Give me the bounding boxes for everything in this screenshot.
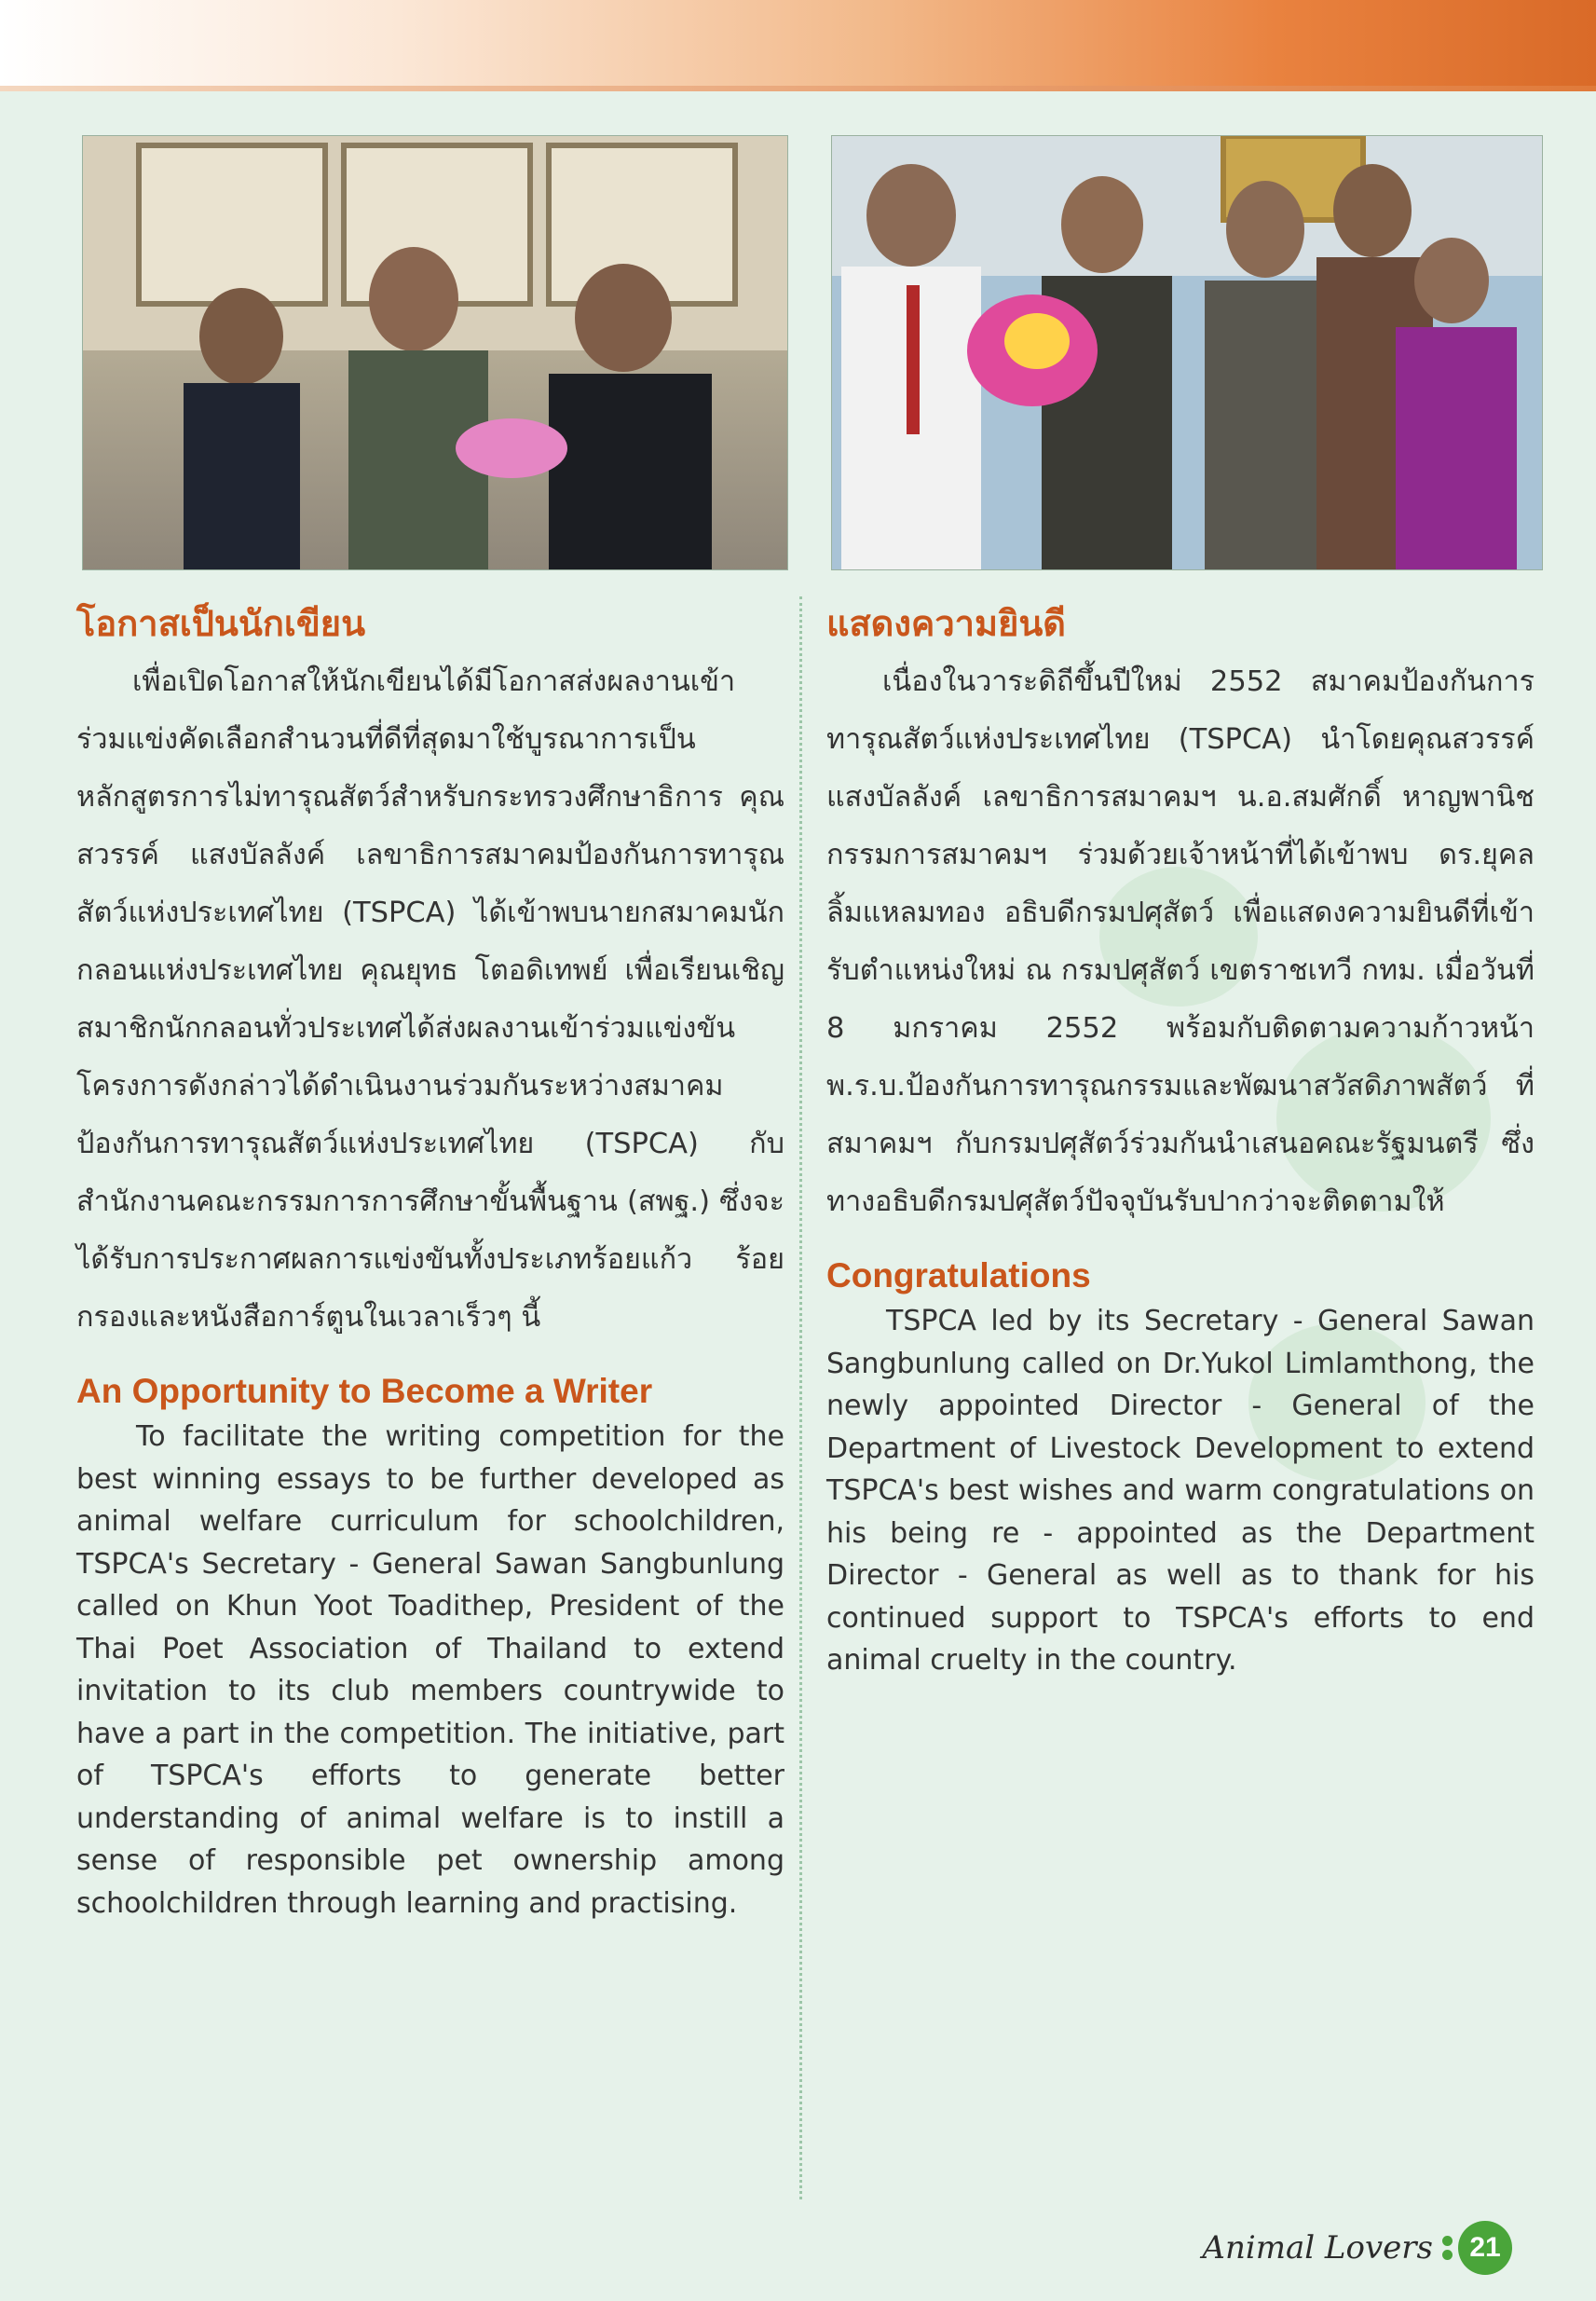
photo-placeholder-icon	[832, 136, 1542, 569]
english-heading-congratulations: Congratulations	[826, 1256, 1091, 1294]
english-paragraph-congratulations: TSPCA led by its Secretary - General Sawan Sangbunlung called on Dr.Yukol Limlamthong, the newly appointed Director - General of the Department of Livestock Development to extend TSPCA's best wishes and warm congratulations on his being re - appointed as the Department Director - General as well as to thank for his continued support to TSPCA's efforts to end animal cruelty in the country.	[826, 1305, 1535, 1677]
thai-heading-writer: โอกาสเป็นนักเขียน	[76, 603, 366, 644]
thai-heading-congratulations: แสดงความยินดี	[826, 603, 1066, 644]
thai-paragraph-congratulations: เนื่องในวาระดิถีขึ้นปีใหม่ 2552 สมาคมป้องกันการทารุณสัตว์แห่งประเทศไทย (TSPCA) นำโดยคุณสวรรค์ แสงบัลลังค์ เลขาธิการสมาคมฯ น.อ.สมศักดิ์ หาญพานิช กรรมการสมาคมฯ ร่วมด้วยเจ้าหน้าที่ได้เข้าพบ ดร.ยุคล ลิ้มแหลมทอง อธิบดีกรมปศุสัตว์ เพื่อแสดงความยินดีที่เข้ารับตำแหน่งใหม่ ณ กรมปศุสัตว์ เขตราชเทวี กทม. เมื่อวันที่ 8 มกราคม 2552 พร้อมกับติดตามความก้าวหน้า พ.ร.บ.ป้องกันการทารุณกรรมและพัฒนาสวัสดิภาพสัตว์ ที่สมาคมฯ กับกรมปศุสัตว์ร่วมกันนำเสนอคณะรัฐมนตรี ซึ่งทางอธิบดีกรมปศุสัตว์ปัจจุบันรับปากว่าจะติดตามให้	[826, 665, 1535, 1218]
magazine-brand: Animal Lovers	[1202, 2229, 1433, 2267]
header-rule	[0, 86, 1596, 91]
photo-placeholder-icon	[83, 136, 787, 569]
english-heading-writer: An Opportunity to Become a Writer	[76, 1372, 653, 1410]
page-number: 21	[1458, 2221, 1512, 2275]
photo-writer-meeting	[82, 135, 788, 570]
english-paragraph-writer: To facilitate the writing competition for the best winning essays to be further developed as animal welfare curriculum for schoolchildren, TSPCA's Secretary - General Sawan Sangbunlung called on Khun Yoot Toadithep, President of the Thai Poet Association of Thailand to extend invitation to its club members countrywide to have a part in the competition. The initiative, part of TSPCA's efforts to generate better understanding of animal welfare is to instill a sense of responsible pet ownership among schoolchildren through learning and practising.	[76, 1420, 784, 1920]
photo-congratulations-meeting	[831, 135, 1543, 570]
thai-paragraph-writer: เพื่อเปิดโอกาสให้นักเขียนได้มีโอกาสส่งผลงานเข้าร่วมแข่งคัดเลือกสำนวนที่ดีที่สุดมาใช้บูรณาการเป็นหลักสูตรการไม่ทารุณสัตว์สำหรับกระทรวงศึกษาธิการ คุณสวรรค์ แสงบัลลังค์ เลขาธิการสมาคมป้องกันการทารุณสัตว์แห่งประเทศไทย (TSPCA) ได้เข้าพบนายกสมาคมนักกลอนแห่งประเทศไทย คุณยุทธ โตอดิเทพย์ เพื่อเรียนเชิญสมาชิกนักกลอนทั่วประเทศได้ส่งผลงานเข้าร่วมแข่งขัน โครงการดังกล่าวได้ดำเนินงานร่วมกันระหว่างสมาคมป้องกันการทารุณสัตว์แห่งประเทศไทย (TSPCA) กับสำนักงานคณะกรรมการการศึกษาขั้นพื้นฐาน (สพฐ.) ซึ่งจะได้รับการประกาศผลการแข่งขันทั้งประเภทร้อยแก้ว ร้อยกรองและหนังสือการ์ตูนในเวลาเร็วๆ นี้	[76, 665, 784, 1334]
column-divider	[799, 596, 802, 2199]
header-band	[0, 0, 1596, 86]
page-footer	[1202, 2215, 1512, 2280]
left-column	[76, 601, 784, 1924]
paw-icon	[1440, 2234, 1454, 2262]
right-column	[826, 601, 1535, 1682]
